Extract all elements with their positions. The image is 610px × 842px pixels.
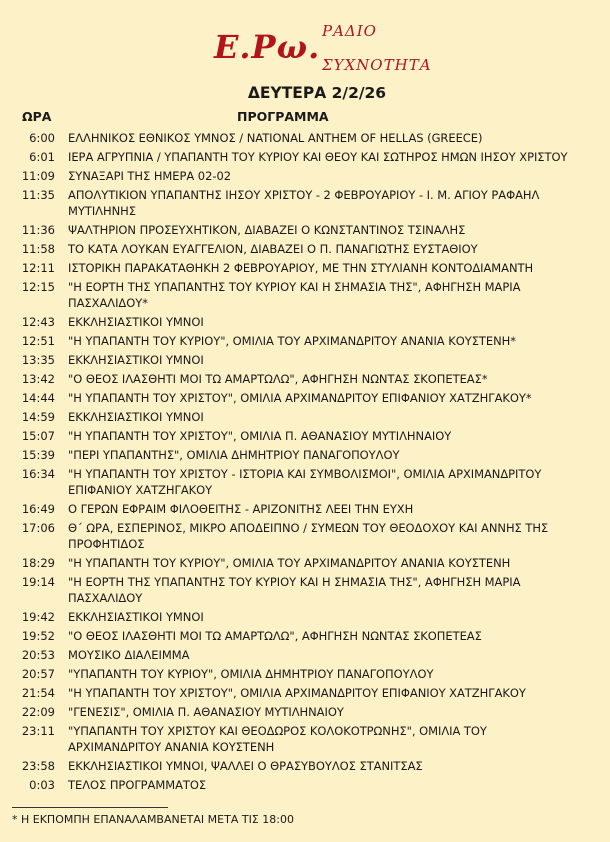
logo-line-radio: ΡΑΔΙΟ: [322, 22, 377, 40]
schedule-row: [0, 447, 610, 463]
schedule-program: "Η ΥΠΑΠΑΝΤΗ ΤΟΥ ΚΥΡΙΟΥ", ΟΜΙΛΙΑ ΤΟΥ ΑΡΧΙΜΑΝΔΡΙΤΟΥ ΑΝΑΝΙΑ ΚΟΥΣΤΕΝΗ*: [68, 334, 516, 348]
schedule-program: Θ΄ ΩΡΑ, ΕΣΠΕΡΙΝΟΣ, ΜΙΚΡΟ ΑΠΟΔΕΙΠΝΟ / ΣΥΜΕΩΝ ΤΟΥ ΘΕΟΔΟΧΟΥ ΚΑΙ ΑΝΝΗΣ ΤΗΣ ΠΡΟΦΗΤΙΔΟΣ: [68, 521, 549, 551]
schedule-row: [0, 666, 610, 682]
schedule-program: ΜΟΥΣΙΚΟ ΔΙΑΛΕΙΜΜΑ: [68, 648, 190, 662]
schedule-row: [0, 130, 610, 146]
schedule-time: 6:01: [29, 150, 55, 164]
schedule-time: 12:51: [21, 334, 55, 348]
schedule-time: 6:00: [29, 131, 55, 145]
station-logo: [214, 18, 444, 78]
schedule-program: "Η ΥΠΑΠΑΝΤΗ ΤΟΥ ΧΡΙΣΤΟΥ", ΟΜΙΛΙΑ ΑΡΧΙΜΑΝΔΡΙΤΟΥ ΕΠΙΦΑΝΙΟΥ ΧΑΤΖΗΓΑΚΟΥ: [68, 686, 526, 700]
schedule-row: [0, 149, 610, 165]
schedule-time: 12:11: [21, 261, 55, 275]
schedule-program: Ο ΓΕΡΩΝ ΕΦΡΑΙΜ ΦΙΛΟΘΕΙΤΗΣ - ΑΡΙΖΟΝΙΤΗΣ ΛΕΕΙ ΤΗΝ ΕΥΧΗ: [68, 502, 414, 516]
schedule-row: [0, 390, 610, 406]
schedule-program: "Ο ΘΕΟΣ ΙΛΑΣΘΗΤΙ ΜΟΙ ΤΩ ΑΜΑΡΤΩΛΩ", ΑΦΗΓΗΣΗ ΝΩΝΤΑΣ ΣΚΟΠΕΤΕΑΣ*: [68, 372, 488, 386]
schedule-row: [0, 685, 610, 701]
schedule-row: [0, 314, 610, 330]
schedule-row: [0, 168, 610, 184]
schedule-time: 12:15: [21, 280, 55, 294]
footnote-divider: [12, 807, 168, 808]
schedule-row: [0, 260, 610, 276]
schedule-program: ΕΚΚΛΗΣΙΑΣΤΙΚΟΙ ΥΜΝΟΙ: [68, 315, 204, 329]
schedule-row: [0, 628, 610, 644]
schedule-row: [0, 333, 610, 349]
schedule-time: 0:03: [29, 778, 55, 792]
schedule-time: 20:57: [21, 667, 55, 681]
schedule-program: "Η ΕΟΡΤΗ ΤΗΣ ΥΠΑΠΑΝΤΗΣ ΤΟΥ ΚΥΡΙΟΥ ΚΑΙ Η ΣΗΜΑΣΙΑ ΤΗΣ", ΑΦΗΓΗΣΗ ΜΑΡΙΑ ΠΑΣΧΑΛΙΔΟΥ: [68, 575, 521, 605]
schedule-time: 15:07: [21, 429, 55, 443]
schedule-time: 21:54: [21, 686, 55, 700]
schedule-program: ΤΕΛΟΣ ΠΡΟΓΡΑΜΜΑΤΟΣ: [68, 778, 207, 792]
schedule-time: 14:59: [21, 410, 55, 424]
schedule-row: [0, 501, 610, 517]
logo-line-frequency: ΣΥΧΝΟΤΗΤΑ: [322, 56, 432, 74]
schedule-program: ΕΚΚΛΗΣΙΑΣΤΙΚΟΙ ΥΜΝΟΙ: [68, 410, 204, 424]
schedule-row: [0, 777, 610, 793]
schedule-time: 11:35: [21, 188, 55, 202]
schedule-row: [0, 758, 610, 774]
schedule-program: ΕΚΚΛΗΣΙΑΣΤΙΚΟΙ ΥΜΝΟΙ: [68, 353, 204, 367]
schedule-row: [0, 187, 610, 219]
schedule-program: ΕΚΚΛΗΣΙΑΣΤΙΚΟΙ ΥΜΝΟΙ: [68, 610, 204, 624]
schedule-program: ΕΛΛΗΝΙΚΟΣ ΕΘΝΙΚΟΣ ΥΜΝΟΣ / NATIONAL ANTHEM OF HELLAS (GREECE): [68, 131, 483, 145]
schedule-time: 19:52: [21, 629, 55, 643]
schedule-row: [0, 466, 610, 498]
schedule-program: ΣΥΝΑΞΑΡΙ ΤΗΣ ΗΜΕΡΑ 02-02: [68, 169, 231, 183]
schedule-time: 23:58: [21, 759, 55, 773]
schedule-time: 23:11: [21, 724, 55, 738]
schedule-list: [0, 130, 610, 796]
schedule-time: 16:34: [21, 467, 55, 481]
schedule-program: ΤΟ ΚΑΤΑ ΛΟΥΚΑΝ ΕΥΑΓΓΕΛΙΟΝ, ΔΙΑΒΑΖΕΙ Ο Π. ΠΑΝΑΓΙΩΤΗΣ ΕΥΣΤΑΘΙΟΥ: [68, 242, 478, 256]
schedule-time: 16:49: [21, 502, 55, 516]
schedule-time: 11:36: [21, 223, 55, 237]
schedule-time: 11:58: [21, 242, 55, 256]
schedule-row: [0, 609, 610, 625]
schedule-program: "Η ΥΠΑΠΑΝΤΗ ΤΟΥ ΧΡΙΣΤΟΥ", ΟΜΙΛΙΑ Π. ΑΘΑΝΑΣΙΟΥ ΜΥΤΙΛΗΝΑΙΟΥ: [68, 429, 452, 443]
schedule-program: "ΥΠΑΠΑΝΤΗ ΤΟΥ ΧΡΙΣΤΟΥ ΚΑΙ ΘΕΟΔΩΡΟΣ ΚΟΛΟΚΟΤΡΩΝΗΣ", ΟΜΙΛΙΑ ΤΟΥ ΑΡΧΙΜΑΝΔΡΙΤΟΥ ΑΝΑΝΙΑ ΚΟΥΣΤΕΝΗ: [68, 724, 487, 754]
schedule-program: ΨΑΛΤΗΡΙΟΝ ΠΡΟΣΕΥΧΗΤΙΚΟΝ, ΔΙΑΒΑΖΕΙ Ο ΚΩΝΣΤΑΝΤΙΝΟΣ ΤΣΙΝΑΛΗΣ: [68, 223, 466, 237]
schedule-program: ΑΠΟΛΥΤΙΚΙΟΝ ΥΠΑΠΑΝΤΗΣ ΙΗΣΟΥ ΧΡΙΣΤΟΥ - 2 ΦΕΒΡΟΥΑΡΙΟΥ - Ι. Μ. ΑΓΙΟΥ ΡΑΦΑΗΛ ΜΥΤΙΛΗΝΗΣ: [68, 188, 540, 218]
page-title: ΔΕΥΤΕΡΑ 2/2/26: [247, 84, 387, 102]
schedule-row: [0, 704, 610, 720]
schedule-row: [0, 555, 610, 571]
column-header-program: ΠΡΟΓΡΑΜΜΑ: [237, 109, 329, 124]
logo-main-text: Ε.Ρω.: [214, 28, 321, 66]
schedule-program: "ΓΕΝΕΣΙΣ", ΟΜΙΛΙΑ Π. ΑΘΑΝΑΣΙΟΥ ΜΥΤΙΛΗΝΑΙΟΥ: [68, 705, 344, 719]
schedule-row: [0, 222, 610, 238]
schedule-row: [0, 352, 610, 368]
schedule-row: [0, 647, 610, 663]
schedule-row: [0, 428, 610, 444]
schedule-program: "Η ΕΟΡΤΗ ΤΗΣ ΥΠΑΠΑΝΤΗΣ ΤΟΥ ΚΥΡΙΟΥ ΚΑΙ Η ΣΗΜΑΣΙΑ ΤΗΣ", ΑΦΗΓΗΣΗ ΜΑΡΙΑ ΠΑΣΧΑΛΙΔΟΥ*: [68, 280, 521, 310]
schedule-program: ΙΕΡΑ ΑΓΡΥΠΝΙΑ / ΥΠΑΠΑΝΤΗ ΤΟΥ ΚΥΡΙΟΥ ΚΑΙ ΘΕΟΥ ΚΑΙ ΣΩΤΗΡΟΣ ΗΜΩΝ ΙΗΣΟΥ ΧΡΙΣΤΟΥ: [68, 150, 568, 164]
schedule-row: [0, 520, 610, 552]
schedule-time: 15:39: [21, 448, 55, 462]
schedule-program: ΙΣΤΟΡΙΚΗ ΠΑΡΑΚΑΤΑΘΗΚΗ 2 ΦΕΒΡΟΥΑΡΙΟΥ, ΜΕ ΤΗΝ ΣΤΥΛΙΑΝΗ ΚΟΝΤΟΔΙΑΜΑΝΤΗ: [68, 261, 534, 275]
schedule-time: 17:06: [21, 521, 55, 535]
schedule-time: 13:42: [21, 372, 55, 386]
schedule-row: [0, 371, 610, 387]
column-header-time: ΩΡΑ: [22, 109, 52, 124]
schedule-program: "Η ΥΠΑΠΑΝΤΗ ΤΟΥ ΚΥΡΙΟΥ", ΟΜΙΛΙΑ ΤΟΥ ΑΡΧΙΜΑΝΔΡΙΤΟΥ ΑΝΑΝΙΑ ΚΟΥΣΤΕΝΗ: [68, 556, 511, 570]
schedule-program: "ΥΠΑΠΑΝΤΗ ΤΟΥ ΚΥΡΙΟΥ", ΟΜΙΛΙΑ ΔΗΜΗΤΡΙΟΥ ΠΑΝΑΓΟΠΟΥΛΟΥ: [68, 667, 434, 681]
schedule-time: 13:35: [21, 353, 55, 367]
schedule-program: "Η ΥΠΑΠΑΝΤΗ ΤΟΥ ΧΡΙΣΤΟΥ - ΙΣΤΟΡΙΑ ΚΑΙ ΣΥΜΒΟΛΙΣΜΟΙ", ΟΜΙΛΙΑ ΑΡΧΙΜΑΝΔΡΙΤΟΥ ΕΠΙΦΑΝΙΟΥ ΧΑΤΖΗΓΑΚΟΥ: [68, 467, 542, 497]
schedule-program: ΕΚΚΛΗΣΙΑΣΤΙΚΟΙ ΥΜΝΟΙ, ΨΑΛΛΕΙ Ο ΘΡΑΣΥΒΟΥΛΟΣ ΣΤΑΝΙΤΣΑΣ: [68, 759, 423, 773]
schedule-row: [0, 409, 610, 425]
schedule-time: 11:09: [21, 169, 55, 183]
schedule-program: "ΠΕΡΙ ΥΠΑΠΑΝΤΗΣ", ΟΜΙΛΙΑ ΔΗΜΗΤΡΙΟΥ ΠΑΝΑΓΟΠΟΥΛΟΥ: [68, 448, 400, 462]
schedule-time: 22:09: [21, 705, 55, 719]
schedule-time: 14:44: [21, 391, 55, 405]
schedule-row: [0, 279, 610, 311]
schedule-time: 19:14: [21, 575, 55, 589]
schedule-time: 20:53: [21, 648, 55, 662]
schedule-row: [0, 241, 610, 257]
schedule-time: 19:42: [21, 610, 55, 624]
schedule-time: 18:29: [21, 556, 55, 570]
schedule-program: "Η ΥΠΑΠΑΝΤΗ ΤΟΥ ΧΡΙΣΤΟΥ", ΟΜΙΛΙΑ ΑΡΧΙΜΑΝΔΡΙΤΟΥ ΕΠΙΦΑΝΙΟΥ ΧΑΤΖΗΓΑΚΟΥ*: [68, 391, 532, 405]
footnote: * Η ΕΚΠΟΜΠΗ ΕΠΑΝΑΛΑΜΒΑΝΕΤΑΙ ΜΕΤΑ ΤΙΣ 18:00: [12, 813, 294, 826]
schedule-row: [0, 723, 610, 755]
schedule-time: 12:43: [21, 315, 55, 329]
schedule-program: "Ο ΘΕΟΣ ΙΛΑΣΘΗΤΙ ΜΟΙ ΤΩ ΑΜΑΡΤΩΛΩ", ΑΦΗΓΗΣΗ ΝΩΝΤΑΣ ΣΚΟΠΕΤΕΑΣ: [68, 629, 482, 643]
schedule-row: [0, 574, 610, 606]
